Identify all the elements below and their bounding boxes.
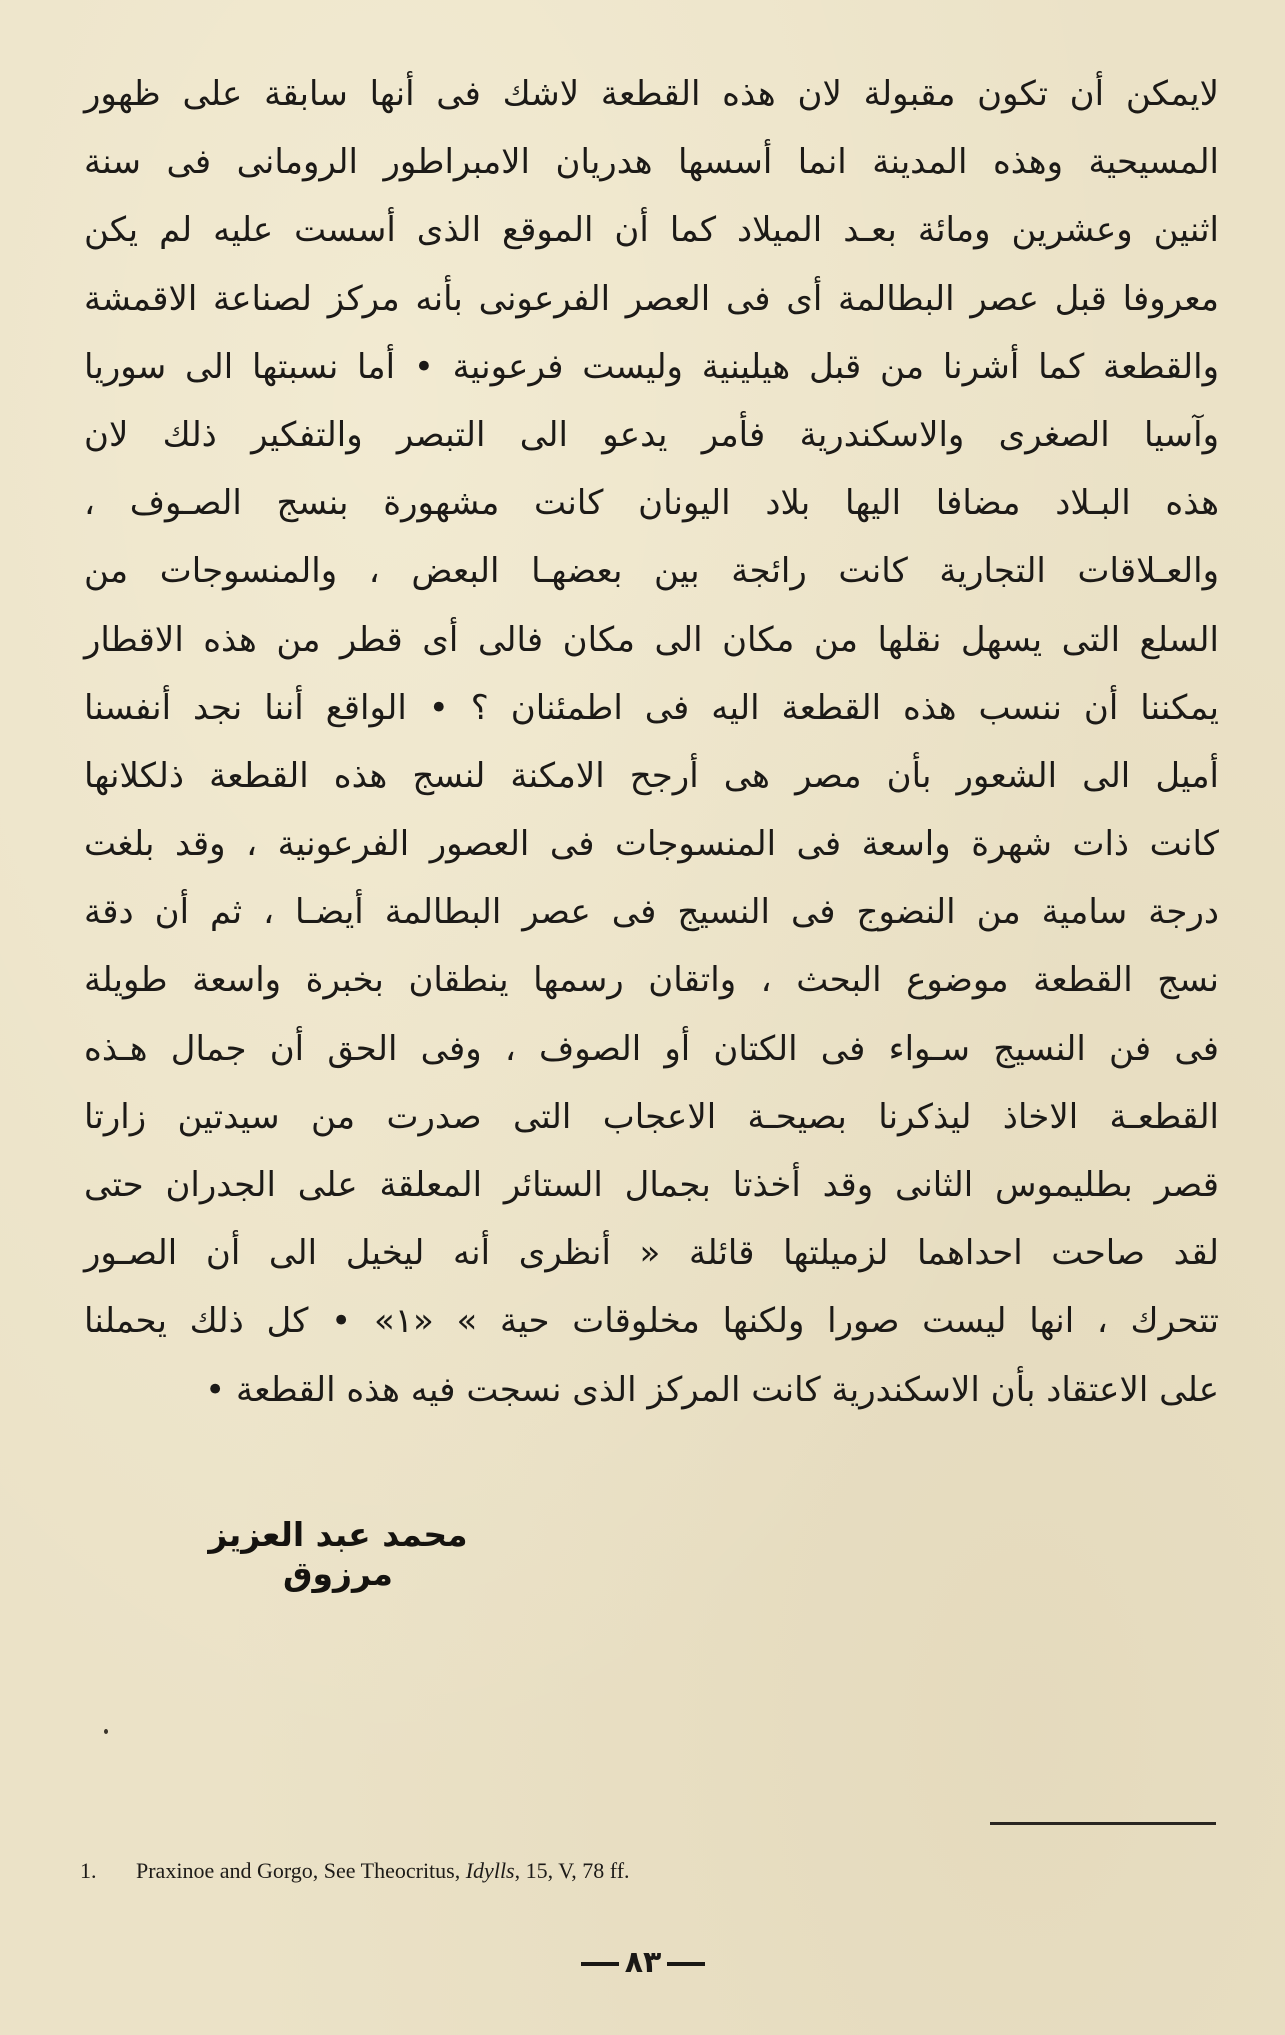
text-line-17: قصر بطليموس الثانى وقد أخذتا بجمال الستائر المعلقة على الجدران حتى xyxy=(84,1165,1219,1205)
text-line-8: والعـلاقات التجارية كانت رائجة بين بعضهـا البعض ، والمنسوجات من xyxy=(84,551,1219,592)
text-line-9: السلع التى يسهل نقلها من مكان الى مكان فالى أى قطر من هذه الاقطار xyxy=(84,619,1219,660)
text-line-1: لايمكن أن تكون مقبولة لان هذه القطعة لاشك فى أنها سابقة على ظهور xyxy=(84,74,1219,114)
text-line-11: أميل الى الشعور بأن مصر هى أرجح الامكنة لنسج هذه القطعة ذلكلانها xyxy=(84,755,1219,796)
text-line-4: معروفا قبل عصر البطالمة أى فى العصر الفرعونى بأنه مركز لصناعة الاقمشة xyxy=(84,278,1219,319)
footnote xyxy=(80,1858,630,1884)
text-line-10: يمكننا أن ننسب هذه القطعة اليه فى اطمئنان ؟ • الواقع أننا نجد أنفسنا xyxy=(84,687,1219,728)
page-number-dash-right xyxy=(667,1962,705,1966)
page-number-dash-left xyxy=(581,1962,619,1966)
text-line-13: درجة سامية من النضوج فى النسيج فى عصر البطالمة أيضـا ، ثم أن دقة xyxy=(84,892,1219,933)
text-line-15: فى فن النسيج سـواء فى الكتان أو الصوف ، وفى الحق أن جمال هـذه xyxy=(84,1028,1219,1069)
footnote-text-end: , 15, V, 78 ff. xyxy=(514,1858,630,1883)
author-signature: محمد عبد العزيز مرزوق xyxy=(208,1515,468,1593)
text-line-12: كانت ذات شهرة واسعة فى المنسوجات فى العصور الفرعونية ، وقد بلغت xyxy=(84,824,1219,865)
footnote-number: 1. xyxy=(80,1858,97,1883)
text-line-18: لقد صاحت احداهما لزميلتها قائلة « أنظرى أنه ليخيل الى أن الصـور xyxy=(84,1233,1219,1274)
text-line-19: تتحرك ، انها ليست صورا ولكنها مخلوقات حية » «١» • كل ذلك يحملنا xyxy=(84,1301,1219,1342)
body-text xyxy=(84,60,1219,1424)
text-line-3: اثنين وعشرين ومائة بعـد الميلاد كما أن الموقع الذى أسست عليه لم يكن xyxy=(84,210,1219,251)
text-line-16: القطعـة الاخاذ ليذكرنا بصيحـة الاعجاب التى صدرت من سيدتين زارتا xyxy=(84,1096,1219,1137)
footnote-text: Praxinoe and Gorgo, See Theocritus, xyxy=(136,1858,466,1883)
text-line-14: نسج القطعة موضوع البحث ، واتقان رسمها ينطقان بخبرة واسعة طويلة xyxy=(84,960,1219,1001)
footnote-divider xyxy=(990,1822,1216,1825)
page-number-value: ٨٣ xyxy=(624,1945,662,1980)
text-line-7: هذه البـلاد مضافا اليها بلاد اليونان كانت مشهورة بنسج الصـوف ، xyxy=(84,483,1219,524)
ink-speck xyxy=(104,1729,108,1734)
text-line-2: المسيحية وهذه المدينة انما أسسها هدريان الامبراطور الرومانى فى سنة xyxy=(84,142,1219,183)
text-line-20: على الاعتقاد بأن الاسكندرية كانت المركز الذى نسجت فيه هذه القطعة • xyxy=(205,1369,1219,1410)
text-line-6: وآسيا الصغرى والاسكندرية فأمر يدعو الى التبصر والتفكير ذلك لان xyxy=(84,414,1219,455)
footnote-italic-title: Idylls xyxy=(465,1858,515,1883)
text-line-5: والقطعة كما أشرنا من قبل هيلينية وليست فرعونية • أما نسبتها الى سوريا xyxy=(84,346,1219,387)
page-number xyxy=(553,1945,733,1980)
